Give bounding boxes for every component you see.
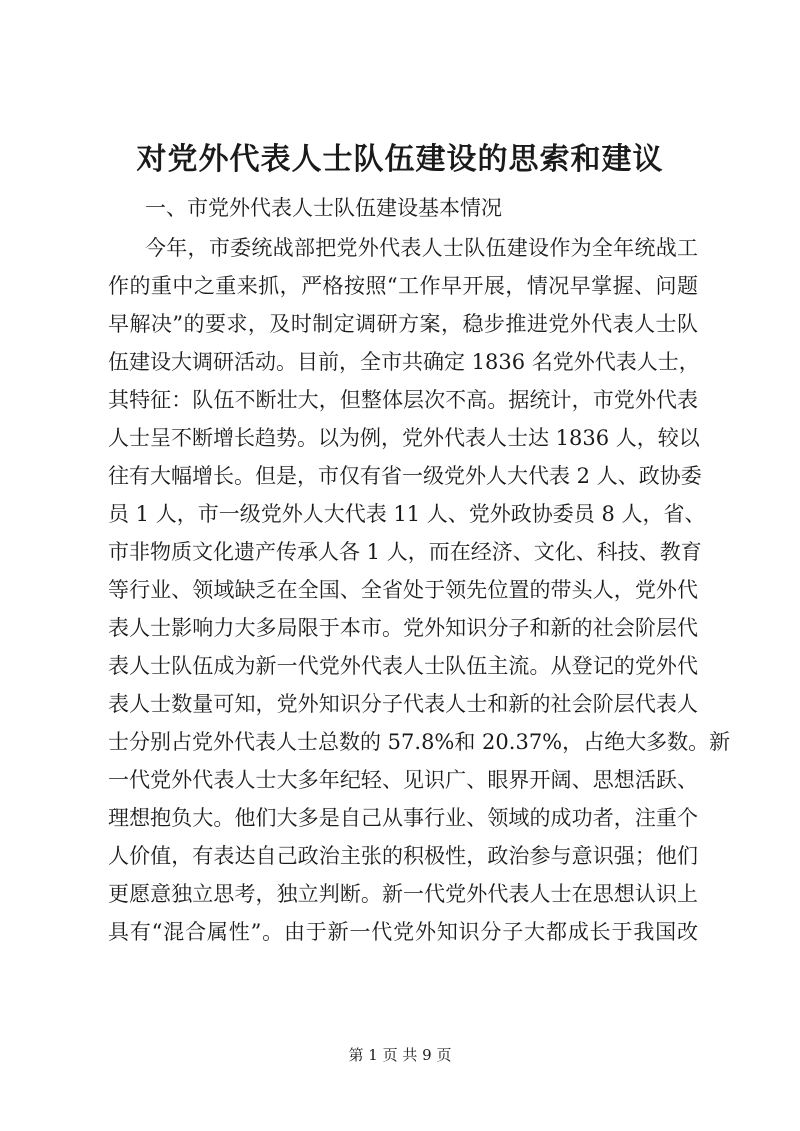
paragraph-line: 更愿意独立思考，独立判断。新一代党外代表人士在思想认识上	[108, 882, 698, 906]
paragraph-line: 理想抱负大。他们大多是自己从事行业、领域的成功者，注重个	[108, 806, 698, 830]
paragraph-line: 表人士影响力大多局限于本市。党外知识分子和新的社会阶层代	[108, 616, 698, 640]
paragraph-line: 表人士队伍成为新一代党外代表人士队伍主流。从登记的党外代	[108, 654, 698, 678]
body-paragraph	[108, 229, 731, 951]
paragraph-line: 表人士数量可知，党外知识分子代表人士和新的社会阶层代表人	[108, 692, 698, 716]
paragraph-line: 人价值，有表达自己政治主张的积极性，政治参与意识强；他们	[108, 844, 698, 868]
section-heading: 一、市党外代表人士队伍建设基本情况	[145, 196, 502, 220]
paragraph-line: 士分别占党外代表人士总数的 57.8%和 20.37%，占绝大多数。新	[108, 730, 731, 754]
paragraph-line: 作的重中之重来抓，严格按照“工作早开展，情况早掌握、问题	[108, 274, 698, 298]
paragraph-line: 市非物质文化遗产传承人各 1 人，而在经济、文化、科技、教育	[108, 540, 702, 564]
paragraph-line: 往有大幅增长。但是，市仅有省一级党外人大代表 2 人、政协委	[108, 464, 702, 488]
paragraph-line: 人士呈不断增长趋势。以为例，党外代表人士达 1836 人，较以	[108, 426, 700, 450]
paragraph-line: 其特征：队伍不断壮大，但整体层次不高。据统计，市党外代表	[108, 388, 698, 412]
paragraph-line: 伍建设大调研活动。目前，全市共确定 1836 名党外代表人士，	[108, 350, 700, 374]
paragraph-line: 具有“混合属性”。由于新一代党外知识分子大都成长于我国改	[108, 920, 698, 944]
paragraph-line: 早解决”的要求，及时制定调研方案，稳步推进党外代表人士队	[108, 312, 698, 336]
paragraph-line: 一代党外代表人士大多年纪轻、见识广、眼界开阔、思想活跃、	[108, 768, 698, 792]
document-title: 对党外代表人士队伍建设的思索和建议	[136, 142, 664, 177]
paragraph-line: 员 1 人，市一级党外人大代表 11 人、党外政协委员 8 人，省、	[108, 502, 706, 526]
paragraph-line: 今年，市委统战部把党外代表人士队伍建设作为全年统战工	[145, 236, 698, 260]
page-number-footer: 第 1 页 共 9 页	[348, 1046, 452, 1064]
paragraph-line: 等行业、领域缺乏在全国、全省处于领先位置的带头人，党外代	[108, 578, 698, 602]
